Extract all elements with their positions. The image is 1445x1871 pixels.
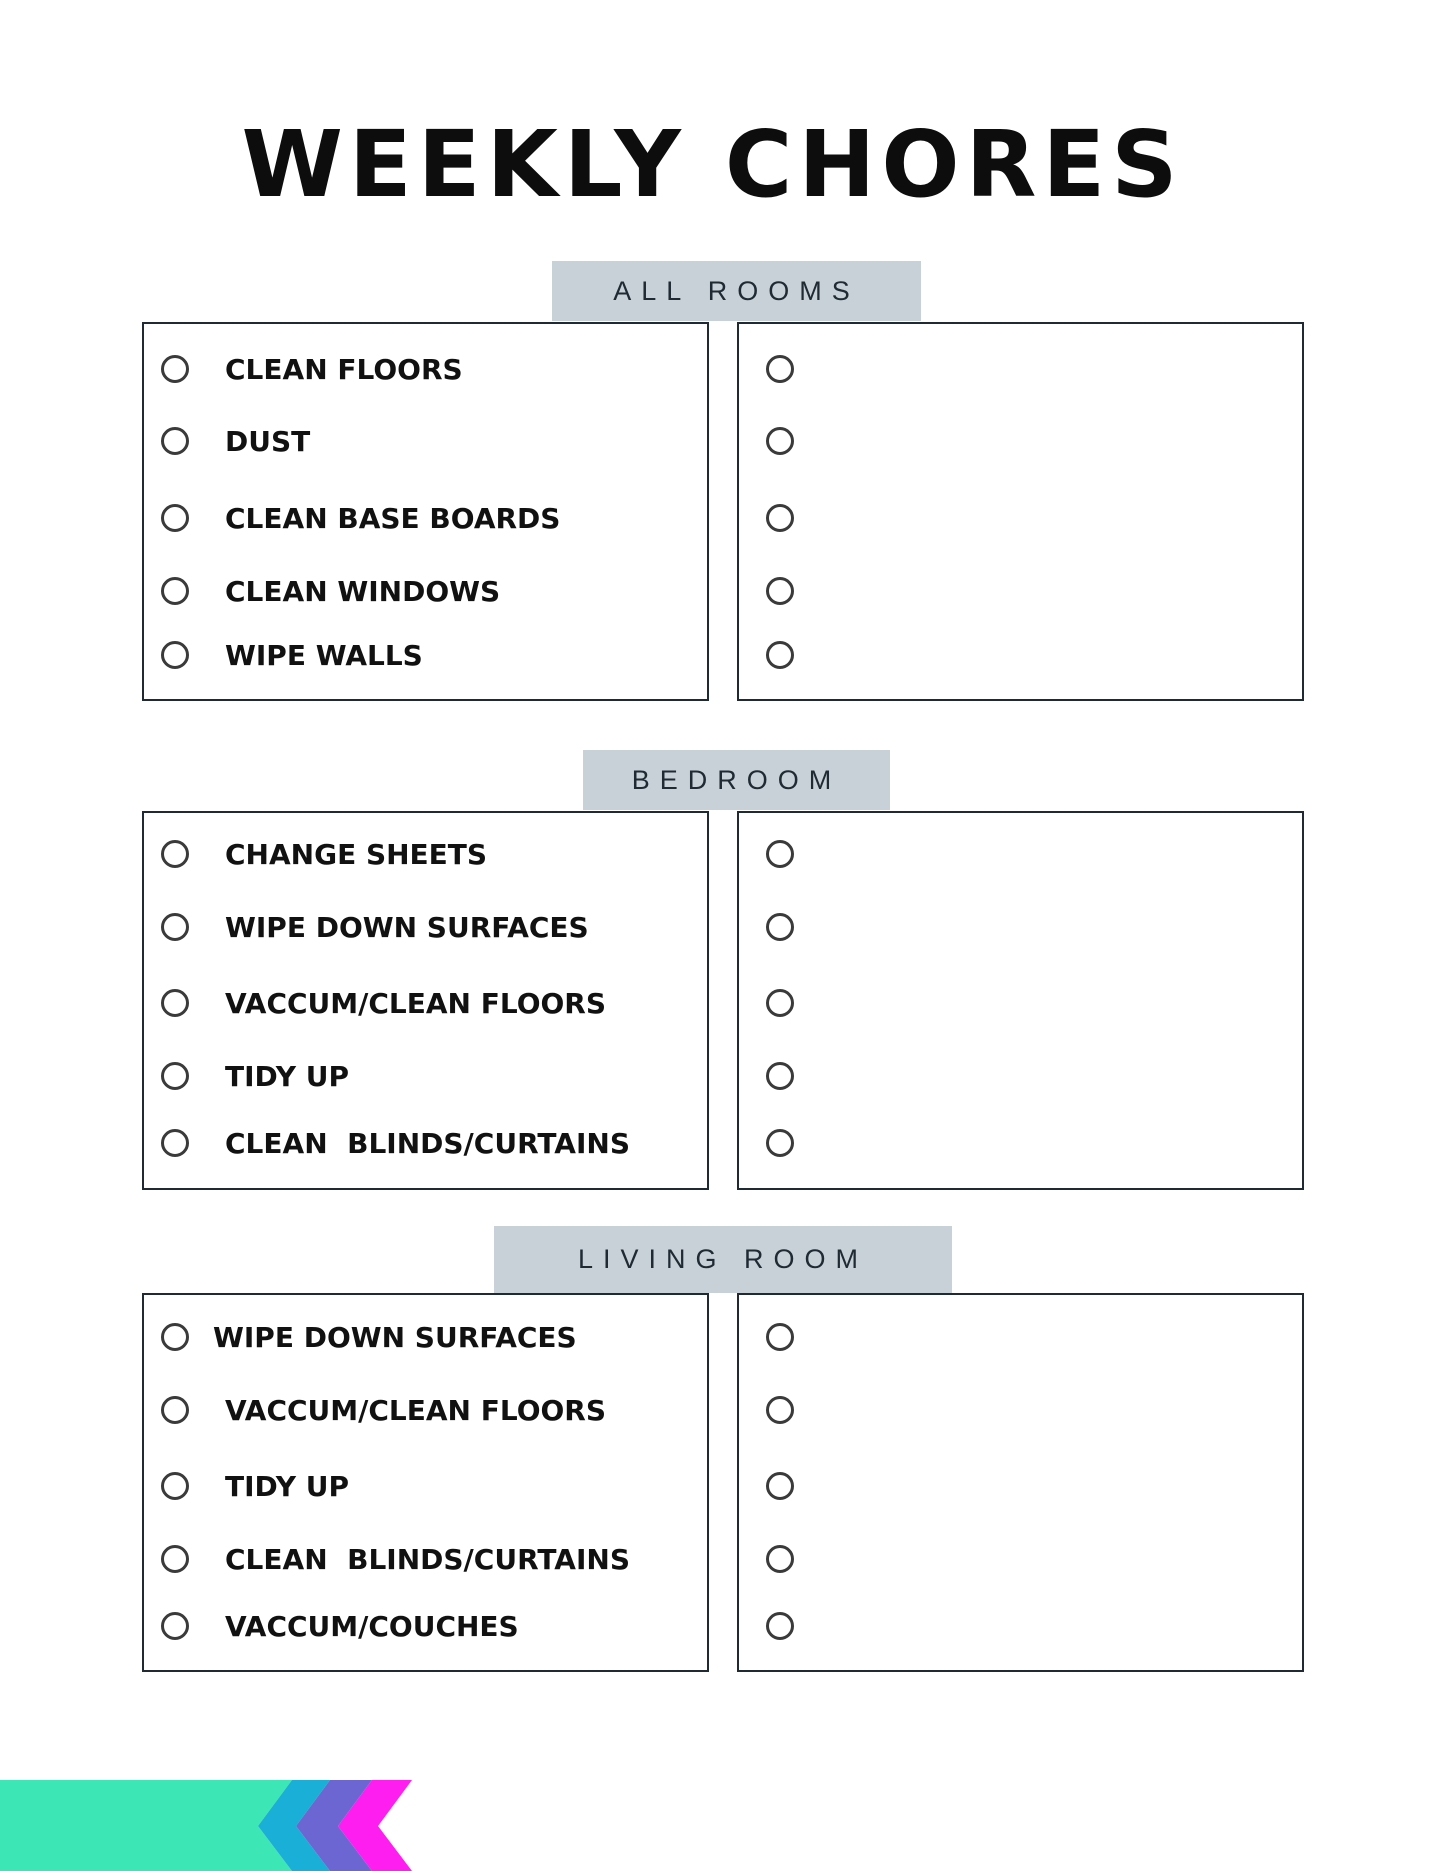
chore-label: TIDY UP (225, 1059, 350, 1093)
checkbox-circle-icon[interactable] (161, 1545, 189, 1573)
list-item (161, 1125, 630, 1161)
chore-label: WIPE WALLS (225, 638, 423, 672)
chore-label: DUST (225, 424, 311, 458)
checkbox-circle-icon[interactable] (766, 1472, 794, 1500)
checkbox-circle-icon[interactable] (161, 1612, 189, 1640)
chore-label: VACCUM/CLEAN FLOORS (225, 1393, 607, 1427)
chevron-banner-icon (0, 1780, 420, 1871)
chore-label: CLEAN FLOORS (225, 352, 463, 386)
list-item (766, 985, 794, 1021)
list-item (766, 1468, 794, 1504)
checkbox-circle-icon[interactable] (766, 840, 794, 868)
chore-label: VACCUM/CLEAN FLOORS (225, 986, 607, 1020)
section-label-bedroom: BEDROOM (583, 750, 890, 810)
chore-label: CLEAN BLINDS/CURTAINS (225, 1126, 630, 1160)
checkbox-circle-icon[interactable] (161, 1129, 189, 1157)
list-item (161, 1319, 577, 1355)
section-label-living-room: LIVING ROOM (494, 1226, 952, 1293)
blank-list-living-room (737, 1293, 1304, 1672)
chore-list-all-rooms (142, 322, 709, 701)
checkbox-circle-icon[interactable] (161, 427, 189, 455)
list-item (766, 1608, 794, 1644)
list-item (161, 909, 589, 945)
chore-label: TIDY UP (225, 1469, 350, 1503)
checkbox-circle-icon[interactable] (161, 355, 189, 383)
list-item (766, 1319, 794, 1355)
list-item (161, 637, 423, 673)
checkbox-circle-icon[interactable] (161, 577, 189, 605)
list-item (766, 351, 794, 387)
list-item (766, 423, 794, 459)
checkbox-circle-icon[interactable] (766, 504, 794, 532)
checkbox-circle-icon[interactable] (766, 989, 794, 1017)
checkbox-circle-icon[interactable] (766, 913, 794, 941)
checkbox-circle-icon[interactable] (766, 1545, 794, 1573)
list-item (766, 500, 794, 536)
list-item (161, 351, 463, 387)
checkbox-circle-icon[interactable] (161, 1472, 189, 1500)
list-item (766, 836, 794, 872)
checkbox-circle-icon[interactable] (161, 913, 189, 941)
chore-list-living-room (142, 1293, 709, 1672)
list-item (161, 1608, 519, 1644)
list-item (161, 1392, 606, 1428)
checkbox-circle-icon[interactable] (766, 641, 794, 669)
checkbox-circle-icon[interactable] (161, 1396, 189, 1424)
chore-label: CLEAN BLINDS/CURTAINS (225, 1542, 630, 1576)
blank-list-bedroom (737, 811, 1304, 1190)
blank-list-all-rooms (737, 322, 1304, 701)
list-item (161, 1541, 630, 1577)
list-item (766, 1058, 794, 1094)
chore-label: CHANGE SHEETS (225, 837, 488, 871)
list-item (766, 1125, 794, 1161)
checkbox-circle-icon[interactable] (161, 840, 189, 868)
list-item (766, 573, 794, 609)
list-item (161, 836, 487, 872)
checkbox-circle-icon[interactable] (766, 1323, 794, 1351)
checkbox-circle-icon[interactable] (161, 1062, 189, 1090)
checkbox-circle-icon[interactable] (766, 1612, 794, 1640)
list-item (766, 1392, 794, 1428)
chore-label: WIPE DOWN SURFACES (225, 910, 589, 944)
chore-label: WIPE DOWN SURFACES (213, 1320, 577, 1354)
page-title: WEEKLY CHORES (241, 111, 1184, 218)
section-label-all-rooms: ALL ROOMS (552, 261, 921, 321)
teal-stripe (0, 1780, 292, 1871)
list-item (766, 637, 794, 673)
list-item (161, 1058, 349, 1094)
chore-list-bedroom (142, 811, 709, 1190)
checkbox-circle-icon[interactable] (161, 504, 189, 532)
chore-label: CLEAN WINDOWS (225, 574, 501, 608)
list-item (161, 1468, 349, 1504)
checkbox-circle-icon[interactable] (161, 989, 189, 1017)
list-item (161, 573, 500, 609)
list-item (766, 909, 794, 945)
checkbox-circle-icon[interactable] (766, 577, 794, 605)
checkbox-circle-icon[interactable] (766, 1396, 794, 1424)
checkbox-circle-icon[interactable] (161, 1323, 189, 1351)
checkbox-circle-icon[interactable] (161, 641, 189, 669)
chore-label: CLEAN BASE BOARDS (225, 501, 561, 535)
checkbox-circle-icon[interactable] (766, 427, 794, 455)
checkbox-circle-icon[interactable] (766, 1062, 794, 1090)
list-item (766, 1541, 794, 1577)
checkbox-circle-icon[interactable] (766, 1129, 794, 1157)
checkbox-circle-icon[interactable] (766, 355, 794, 383)
list-item (161, 500, 560, 536)
list-item (161, 423, 310, 459)
list-item (161, 985, 606, 1021)
chore-label: VACCUM/COUCHES (225, 1609, 519, 1643)
